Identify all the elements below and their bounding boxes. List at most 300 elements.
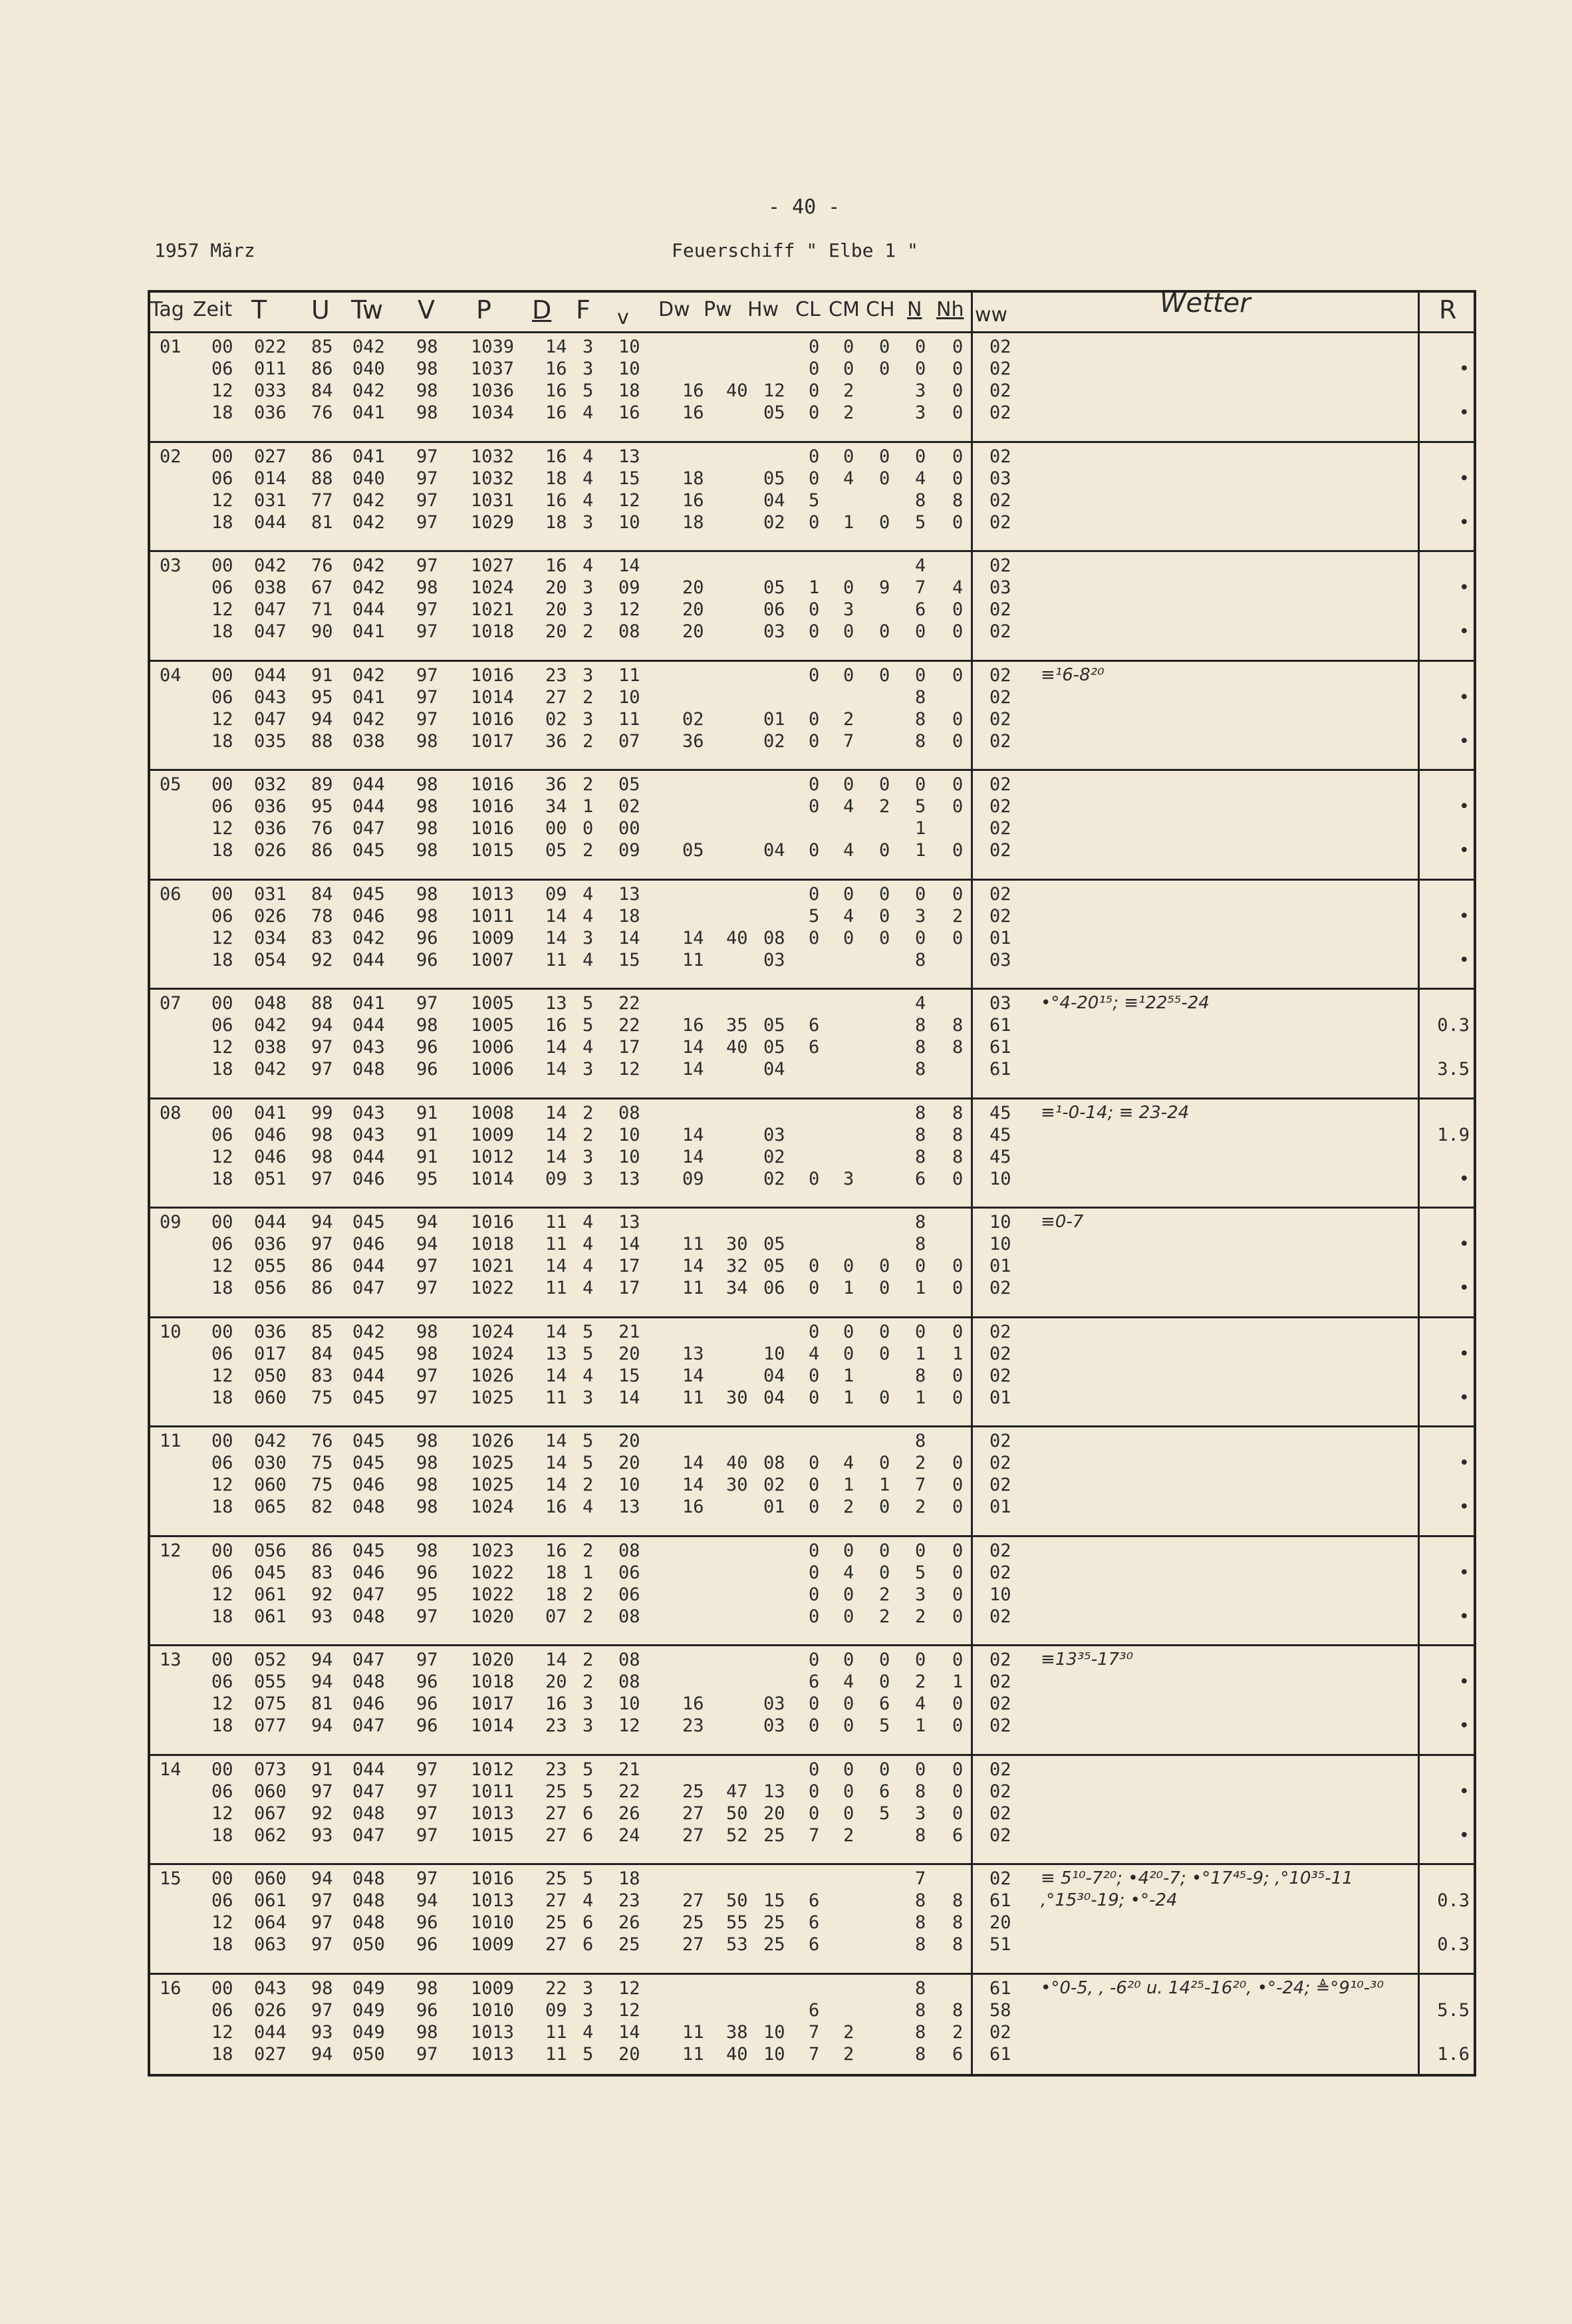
t-cell: 056 — [254, 1278, 287, 1298]
u-cell: 88 — [311, 730, 333, 752]
cm-cell: 0 — [843, 1781, 854, 1802]
col-tw: Tw — [351, 295, 384, 325]
nh-cell: 0 — [952, 1475, 964, 1495]
zeit-cell: 18 — [211, 1715, 233, 1736]
hw-cell: 01 — [763, 708, 785, 730]
n-cell: 8 — [915, 2043, 926, 2065]
v-cell: 97 — [416, 1868, 438, 1889]
cl-cell: 6 — [809, 1912, 820, 1933]
ch-cell: 0 — [879, 337, 890, 357]
ww-cell: 02 — [989, 1671, 1011, 1692]
tw-cell: 048 — [352, 1890, 385, 1911]
hw-cell: 13 — [763, 1781, 785, 1802]
cl-cell: 0 — [809, 1650, 820, 1670]
cl-cell: 5 — [809, 905, 820, 927]
d-cell: 14 — [545, 1102, 567, 1123]
n-cell: 8 — [915, 1365, 926, 1386]
dw-cell: 14 — [682, 1146, 704, 1167]
nh-cell: 8 — [952, 1037, 964, 1058]
f-cell: 2 — [583, 1671, 594, 1692]
u-cell: 98 — [311, 1146, 333, 1167]
r-cell — [1423, 1255, 1470, 1277]
t-cell: 054 — [254, 949, 287, 970]
vv-cell: 10 — [618, 1124, 640, 1145]
p-cell: 1017 — [471, 730, 515, 752]
ch-cell: 0 — [879, 1343, 890, 1364]
d-cell: 11 — [545, 1278, 567, 1298]
pw-cell: 55 — [726, 1912, 748, 1933]
f-cell: 4 — [583, 883, 594, 905]
tw-cell: 042 — [352, 511, 385, 533]
d-cell: 14 — [545, 1365, 567, 1386]
r-cell: • — [1458, 1671, 1470, 1692]
dw-cell: 09 — [682, 1168, 704, 1189]
t-cell: 046 — [254, 1146, 287, 1167]
table-row — [160, 1977, 964, 1999]
ch-cell: 2 — [879, 796, 890, 817]
r-cell — [1423, 1540, 1470, 1562]
nh-cell: 0 — [952, 1803, 964, 1824]
v-cell: 97 — [416, 1278, 438, 1298]
cm-cell: 0 — [843, 1759, 854, 1780]
cl-cell: 0 — [809, 446, 820, 467]
u-cell: 98 — [311, 1977, 333, 1999]
vv-cell: 26 — [618, 1912, 640, 1933]
nh-cell: 6 — [952, 1824, 964, 1846]
vv-cell: 00 — [618, 818, 640, 839]
col-cl: CL — [795, 298, 821, 321]
p-cell: 1016 — [471, 818, 515, 839]
f-cell: 2 — [583, 1124, 594, 1145]
tw-cell: 042 — [352, 490, 385, 511]
table-row — [160, 555, 964, 577]
zeit-cell: 00 — [211, 1102, 233, 1123]
dw-cell: 14 — [682, 1453, 704, 1473]
n-cell: 7 — [915, 1475, 926, 1495]
table-row — [160, 1321, 964, 1343]
r-cell — [1423, 1803, 1470, 1824]
tw-cell: 041 — [352, 446, 385, 467]
p-cell: 1009 — [471, 927, 515, 948]
v-cell: 97 — [416, 511, 438, 533]
f-cell: 2 — [583, 686, 594, 708]
cl-cell: 6 — [809, 1934, 820, 1955]
tw-cell: 046 — [352, 905, 385, 927]
p-cell: 1022 — [471, 1562, 515, 1583]
hw-cell: 06 — [763, 599, 785, 620]
col-vv: v — [617, 306, 629, 329]
vv-cell: 09 — [618, 840, 640, 861]
d-cell: 13 — [545, 993, 567, 1014]
table-row — [160, 490, 964, 511]
zeit-cell: 18 — [211, 840, 233, 861]
p-cell: 1006 — [471, 1059, 515, 1080]
t-cell: 022 — [254, 337, 287, 357]
t-cell: 075 — [254, 1693, 287, 1714]
table-row — [160, 1255, 964, 1277]
ww-cell: 02 — [989, 555, 1011, 576]
vv-cell: 13 — [618, 1497, 640, 1517]
cl-cell: 0 — [809, 337, 820, 357]
ww-cell: 01 — [989, 1387, 1011, 1408]
f-cell: 3 — [583, 927, 594, 948]
nh-cell: 0 — [952, 621, 964, 642]
d-cell: 36 — [545, 774, 567, 795]
p-cell: 1013 — [471, 883, 515, 905]
t-cell: 063 — [254, 1934, 287, 1955]
n-cell: 3 — [915, 402, 926, 423]
p-cell: 1013 — [471, 1890, 515, 1911]
ch-cell: 0 — [879, 1540, 890, 1561]
v-cell: 97 — [416, 664, 438, 686]
col-p: P — [476, 295, 491, 325]
p-cell: 1013 — [471, 1803, 515, 1824]
ch-cell: 0 — [879, 511, 890, 533]
f-cell: 4 — [583, 1365, 594, 1386]
d-cell: 11 — [545, 2043, 567, 2065]
n-cell: 3 — [915, 1584, 926, 1605]
n-cell: 8 — [915, 1146, 926, 1167]
n-cell: 0 — [915, 927, 926, 948]
v-cell: 97 — [416, 1781, 438, 1802]
zeit-cell: 12 — [211, 380, 233, 401]
hw-cell: 12 — [763, 380, 785, 401]
t-cell: 035 — [254, 730, 287, 752]
ww-cell: 02 — [989, 708, 1011, 730]
f-cell: 5 — [583, 1868, 594, 1889]
vv-cell: 12 — [618, 1999, 640, 2021]
u-cell: 97 — [311, 1168, 333, 1189]
vv-cell: 21 — [618, 1759, 640, 1780]
vv-cell: 18 — [618, 905, 640, 927]
v-cell: 98 — [416, 1475, 438, 1495]
v-cell: 97 — [416, 599, 438, 620]
vv-cell: 12 — [618, 1059, 640, 1080]
nh-cell: 0 — [952, 402, 964, 423]
f-cell: 4 — [583, 1037, 594, 1058]
zeit-cell: 06 — [211, 1999, 233, 2021]
d-cell: 11 — [545, 2021, 567, 2043]
cl-cell: 7 — [809, 1824, 820, 1846]
table-row — [160, 1496, 964, 1518]
dw-cell: 27 — [682, 1934, 704, 1955]
nh-cell: 2 — [952, 2021, 964, 2043]
ww-cell: 02 — [989, 2021, 1011, 2043]
dw-cell: 27 — [682, 1803, 704, 1824]
zeit-cell: 12 — [211, 1803, 233, 1824]
cl-cell: 6 — [809, 1015, 820, 1036]
d-cell: 16 — [545, 1015, 567, 1036]
pw-cell: 53 — [726, 1934, 748, 1955]
cm-cell: 0 — [843, 1693, 854, 1714]
table-row — [160, 1430, 964, 1452]
n-cell: 8 — [915, 1912, 926, 1933]
u-cell: 94 — [311, 1015, 333, 1036]
cl-cell: 0 — [809, 1759, 820, 1780]
r-cell: • — [1458, 577, 1470, 598]
n-cell: 0 — [915, 1540, 926, 1561]
hw-cell: 05 — [763, 1015, 785, 1036]
p-cell: 1011 — [471, 905, 515, 927]
t-cell: 061 — [254, 1584, 287, 1605]
hw-cell: 05 — [763, 402, 785, 423]
n-cell: 8 — [915, 1124, 926, 1145]
d-cell: 20 — [545, 621, 567, 642]
ww-cell: 02 — [989, 1693, 1011, 1714]
u-cell: 94 — [311, 2043, 333, 2065]
p-cell: 1024 — [471, 1321, 515, 1342]
ww-cell: 02 — [989, 1824, 1011, 1846]
n-cell: 1 — [915, 1715, 926, 1736]
r-cell: • — [1458, 1715, 1470, 1736]
u-cell: 75 — [311, 1475, 333, 1495]
zeit-cell: 06 — [211, 905, 233, 927]
zeit-cell: 06 — [211, 468, 233, 489]
nh-cell: 8 — [952, 1912, 964, 1933]
v-cell: 98 — [416, 1497, 438, 1517]
r-cell — [1423, 1868, 1470, 1890]
u-cell: 92 — [311, 1584, 333, 1605]
ww-cell: 02 — [989, 1715, 1011, 1736]
n-cell: 7 — [915, 577, 926, 598]
tw-cell: 042 — [352, 1321, 385, 1342]
ww-cell: 02 — [989, 1562, 1011, 1583]
r-cell — [1423, 664, 1470, 686]
tag-cell: 05 — [160, 774, 182, 795]
cl-cell: 0 — [809, 468, 820, 489]
tw-cell: 045 — [352, 1343, 385, 1364]
v-cell: 96 — [416, 1912, 438, 1933]
pw-cell: 40 — [726, 380, 748, 401]
tw-cell: 041 — [352, 621, 385, 642]
u-cell: 93 — [311, 2021, 333, 2043]
cl-cell: 0 — [809, 1321, 820, 1342]
t-cell: 060 — [254, 1475, 287, 1495]
u-cell: 86 — [311, 1540, 333, 1561]
n-cell: 8 — [915, 1431, 926, 1451]
vv-cell: 10 — [618, 337, 640, 357]
cm-cell: 0 — [843, 883, 854, 905]
n-cell: 0 — [915, 446, 926, 467]
t-cell: 038 — [254, 1037, 287, 1058]
f-cell: 3 — [583, 708, 594, 730]
ww-cell: 02 — [989, 818, 1011, 839]
cm-cell: 4 — [843, 905, 854, 927]
d-cell: 18 — [545, 511, 567, 533]
d-cell: 36 — [545, 730, 567, 752]
u-cell: 97 — [311, 1059, 333, 1080]
hw-cell: 10 — [763, 2021, 785, 2043]
f-cell: 5 — [583, 1759, 594, 1780]
vv-cell: 15 — [618, 949, 640, 970]
vv-cell: 20 — [618, 2043, 640, 2065]
table-row — [160, 1671, 964, 1693]
vv-cell: 08 — [618, 1102, 640, 1123]
u-cell: 95 — [311, 686, 333, 708]
col-d: D — [532, 295, 552, 325]
t-cell: 043 — [254, 1977, 287, 1999]
d-cell: 16 — [545, 1497, 567, 1517]
u-cell: 97 — [311, 1781, 333, 1802]
u-cell: 83 — [311, 927, 333, 948]
n-cell: 8 — [915, 2021, 926, 2043]
zeit-cell: 12 — [211, 1365, 233, 1386]
p-cell: 1014 — [471, 1168, 515, 1189]
tw-cell: 047 — [352, 1278, 385, 1298]
d-cell: 16 — [545, 490, 567, 511]
zeit-cell: 00 — [211, 555, 233, 576]
n-cell: 1 — [915, 818, 926, 839]
zeit-cell: 00 — [211, 1759, 233, 1780]
f-cell: 3 — [583, 1059, 594, 1080]
v-cell: 98 — [416, 359, 438, 379]
v-cell: 98 — [416, 905, 438, 927]
n-cell: 2 — [915, 1497, 926, 1517]
dw-cell: 23 — [682, 1715, 704, 1736]
v-cell: 96 — [416, 1671, 438, 1692]
dw-cell: 05 — [682, 840, 704, 861]
dw-cell: 14 — [682, 1124, 704, 1145]
tag-cell: 07 — [160, 993, 182, 1014]
n-cell: 3 — [915, 1803, 926, 1824]
d-cell: 11 — [545, 1212, 567, 1233]
zeit-cell: 06 — [211, 1890, 233, 1911]
vv-cell: 10 — [618, 1693, 640, 1714]
hw-cell: 05 — [763, 1234, 785, 1254]
zeit-cell: 00 — [211, 1650, 233, 1670]
u-cell: 81 — [311, 1693, 333, 1714]
p-cell: 1032 — [471, 468, 515, 489]
vv-cell: 12 — [618, 1977, 640, 1999]
f-cell: 3 — [583, 1715, 594, 1736]
col-nh: Nh — [936, 298, 964, 321]
v-cell: 97 — [416, 555, 438, 576]
zeit-cell: 18 — [211, 1387, 233, 1408]
ww-cell: 02 — [989, 664, 1011, 686]
n-cell: 0 — [915, 664, 926, 686]
vv-cell: 13 — [618, 1212, 640, 1233]
vv-cell: 17 — [618, 1037, 640, 1058]
r-cell — [1423, 1146, 1470, 1168]
n-cell: 2 — [915, 1671, 926, 1692]
dw-cell: 02 — [682, 708, 704, 730]
dw-cell: 16 — [682, 380, 704, 401]
r-cell — [1423, 336, 1470, 358]
u-cell: 85 — [311, 1321, 333, 1342]
cm-cell: 4 — [843, 840, 854, 861]
wetter-cell: ,°15³⁰-19; •°-24 — [1041, 1890, 1178, 1910]
hw-cell: 04 — [763, 840, 785, 861]
r-cell: 0.3 — [1437, 1015, 1470, 1036]
table-row — [160, 927, 964, 949]
d-cell: 16 — [545, 446, 567, 467]
n-cell: 3 — [915, 905, 926, 927]
tw-cell: 044 — [352, 599, 385, 620]
p-cell: 1025 — [471, 1453, 515, 1473]
zeit-cell: 12 — [211, 599, 233, 620]
dw-cell: 11 — [682, 949, 704, 970]
dw-cell: 11 — [682, 1387, 704, 1408]
ww-cell: 02 — [989, 686, 1011, 708]
col-v: V — [418, 295, 435, 325]
cm-cell: 1 — [843, 511, 854, 533]
d-cell: 14 — [545, 1453, 567, 1473]
p-cell: 1010 — [471, 1912, 515, 1933]
v-cell: 97 — [416, 1803, 438, 1824]
n-cell: 0 — [915, 1321, 926, 1342]
tw-cell: 046 — [352, 1475, 385, 1495]
hw-cell: 02 — [763, 730, 785, 752]
d-cell: 09 — [545, 1999, 567, 2021]
r-divider — [1418, 290, 1420, 2077]
u-cell: 86 — [311, 840, 333, 861]
p-cell: 1016 — [471, 708, 515, 730]
t-cell: 073 — [254, 1759, 287, 1780]
r-cell — [1423, 380, 1470, 402]
p-cell: 1005 — [471, 1015, 515, 1036]
d-cell: 14 — [545, 1321, 567, 1342]
r-cell — [1423, 1759, 1470, 1781]
tw-cell: 045 — [352, 1431, 385, 1451]
v-cell: 98 — [416, 774, 438, 795]
vv-cell: 13 — [618, 883, 640, 905]
nh-cell: 0 — [952, 927, 964, 948]
hw-cell: 05 — [763, 468, 785, 489]
r-cell: • — [1458, 686, 1470, 708]
u-cell: 83 — [311, 1562, 333, 1583]
tw-cell: 048 — [352, 1912, 385, 1933]
tw-cell: 044 — [352, 1256, 385, 1276]
ww-cell: 51 — [989, 1934, 1011, 1955]
cl-cell: 0 — [809, 1781, 820, 1802]
nh-cell: 0 — [952, 446, 964, 467]
hw-cell: 20 — [763, 1803, 785, 1824]
ww-cell: 45 — [989, 1146, 1011, 1167]
r-cell — [1423, 1693, 1470, 1715]
ch-cell: 0 — [879, 621, 890, 642]
p-cell: 1029 — [471, 511, 515, 533]
t-cell: 062 — [254, 1824, 287, 1846]
t-cell: 044 — [254, 2021, 287, 2043]
t-cell: 060 — [254, 1781, 287, 1802]
u-cell: 86 — [311, 1256, 333, 1276]
r-cell — [1423, 1102, 1470, 1124]
r-cell — [1423, 446, 1470, 468]
ww-cell: 02 — [989, 359, 1011, 379]
zeit-cell: 00 — [211, 993, 233, 1014]
vv-cell: 11 — [618, 708, 640, 730]
hw-cell: 01 — [763, 1497, 785, 1517]
tag-cell: 13 — [160, 1650, 182, 1670]
hw-cell: 03 — [763, 1715, 785, 1736]
tw-cell: 050 — [352, 1934, 385, 1955]
f-cell: 2 — [583, 774, 594, 795]
p-cell: 1023 — [471, 1540, 515, 1561]
zeit-cell: 00 — [211, 1431, 233, 1451]
f-cell: 3 — [583, 1693, 594, 1714]
tw-cell: 047 — [352, 1824, 385, 1846]
t-cell: 032 — [254, 774, 287, 795]
t-cell: 065 — [254, 1497, 287, 1517]
n-cell: 1 — [915, 1278, 926, 1298]
d-cell: 25 — [545, 1868, 567, 1889]
v-cell: 96 — [416, 927, 438, 948]
vv-cell: 20 — [618, 1343, 640, 1364]
v-cell: 97 — [416, 1650, 438, 1670]
t-cell: 031 — [254, 883, 287, 905]
t-cell: 041 — [254, 1102, 287, 1123]
v-cell: 96 — [416, 1715, 438, 1736]
